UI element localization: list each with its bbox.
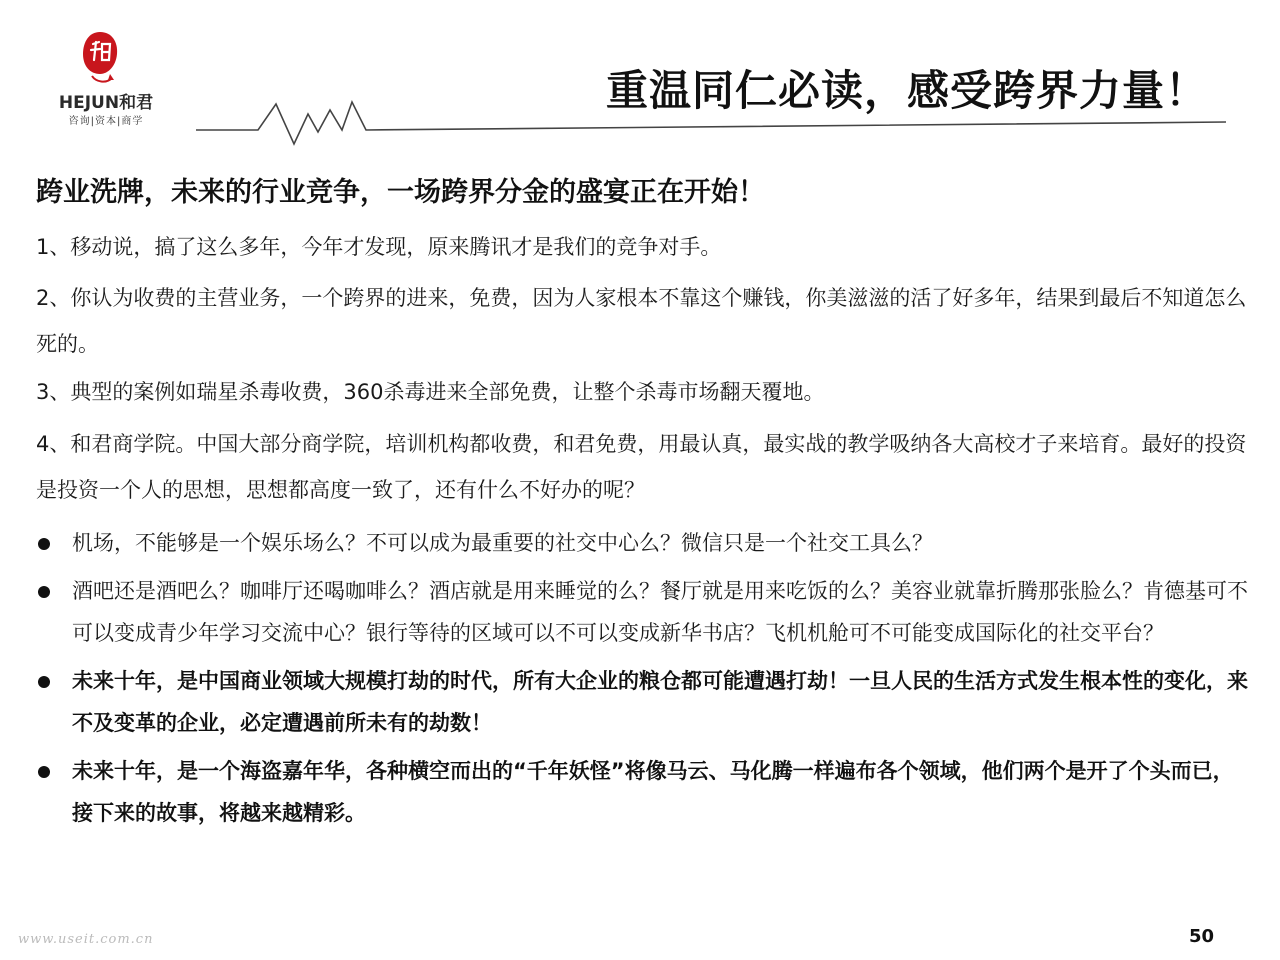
- bullet-dot-icon: [38, 676, 50, 688]
- bullet-item: [36, 750, 1248, 834]
- heartbeat-divider-line: [196, 96, 1226, 146]
- paragraph-4: 4、和君商学院。中国大部分商学院，培训机构都收费，和君免费，用最认真，最实战的教学吸纳各大高校才子来培育。最好的投资是投资一个人的思想，思想都高度一致了，还有什么不好办的呢？: [36, 432, 1247, 502]
- section-heading: 跨业洗牌，未来的行业竞争，一场跨界分金的盛宴正在开始！: [36, 177, 765, 208]
- paragraph-2: 2、你认为收费的主营业务，一个跨界的进来，免费，因为人家根本不靠这个赚钱，你美滋滋的活了好多年，结果到最后不知道怎么死的。: [36, 286, 1247, 356]
- bullet-item: [36, 522, 1248, 564]
- bullet-dot-icon: [38, 538, 50, 550]
- bullet-item: [36, 570, 1248, 654]
- logo-tagline: 咨询|资本|商学: [68, 116, 144, 127]
- watermark: www.useit.com.cn: [18, 932, 154, 947]
- bullet-dot-icon: [38, 586, 50, 598]
- hejun-seal-icon: [80, 30, 120, 86]
- page-number: 50: [1188, 926, 1214, 947]
- bullet-text: 酒吧还是酒吧么？咖啡厅还喝咖啡么？酒店就是用来睡觉的么？餐厅就是用来吃饭的么？美容业就靠折腾那张脸么？肯德基可不可以变成青少年学习交流中心？银行等待的区域可以不可以变成新华书店？飞机机舱可不可能变成国际化的社交平台？: [72, 579, 1248, 645]
- slide-title: 重温同仁必读，感受跨界力量！: [605, 66, 1208, 115]
- bullet-text: 未来十年，是一个海盗嘉年华，各种横空而出的“千年妖怪”将像马云、马化腾一样遍布各个领域，他们两个是开了个头而已，接下来的故事，将越来越精彩。: [72, 759, 1234, 825]
- paragraph-1: 1、移动说，搞了这么多年，今年才发现，原来腾讯才是我们的竞争对手。: [36, 235, 722, 259]
- bullet-item: [36, 660, 1248, 744]
- bullet-list: [36, 522, 1248, 840]
- hejun-logo: [36, 30, 176, 130]
- paragraph-3: 3、典型的案例如瑞星杀毒收费，360杀毒进来全部免费，让整个杀毒市场翻天覆地。: [36, 380, 825, 404]
- bullet-dot-icon: [38, 766, 50, 778]
- bullet-text: 机场，不能够是一个娱乐场么？不可以成为最重要的社交中心么？微信只是一个社交工具么？: [72, 531, 933, 555]
- bullet-text: 未来十年，是中国商业领域大规模打劫的时代，所有大企业的粮仓都可能遭遇打劫！一旦人民的生活方式发生根本性的变化，来不及变革的企业，必定遭遇前所未有的劫数！: [72, 669, 1248, 735]
- logo-brand-text: HEJUN和君: [58, 93, 154, 113]
